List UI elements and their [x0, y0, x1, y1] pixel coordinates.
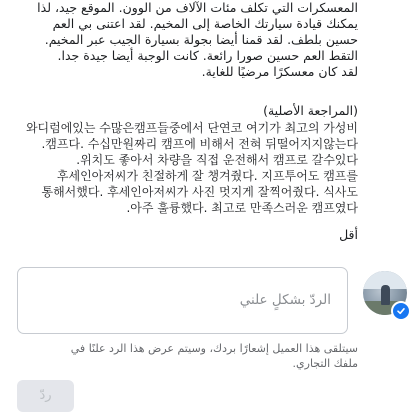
original-review-line: 아주 훌륭했다. 최고로 만족스러운 캠프였다.	[126, 201, 358, 215]
reply-visibility-note: سيتلقى هذا العميل إشعارًا بردك، وسيتم عرض هذا الرد علنًا في	[70, 342, 358, 355]
avatar-figure	[381, 285, 390, 305]
translated-review-line: يمكنك قيادة سيارتك الخاصة إلى المخيم. لقد اعتنى بي العم	[52, 16, 358, 31]
translated-review-line: حسين بلطف. لقد قمنا أيضا بجولة بسيارة الجيب عبر المخيم.	[44, 32, 358, 47]
original-review-line: 통해서했다. 후세인아저씨가 사진 멋지게 잘찍어줬다. 식사도	[41, 185, 358, 199]
check-badge-icon	[391, 301, 411, 321]
original-review-line: 캠프다. 수십만원짜리 캠프에 비해서 전혀 뒤떨어지지않는다.	[41, 137, 358, 151]
reply-input[interactable]	[17, 267, 348, 334]
show-less-link[interactable]: أقل	[339, 227, 358, 242]
translated-review-line: لقد كان معسكرًا مرضيًا للغاية.	[201, 64, 358, 79]
original-review-line: 위치도 좋아서 차량을 직접 운전해서 캠프로 갈수있다.	[76, 153, 358, 167]
reply-button[interactable]: ردّ	[17, 380, 74, 412]
translated-review-line: التقط العم حسين صورا رائعة. كانت الوجبة أيضا جيدة جدا.	[57, 48, 358, 63]
original-review-label: (المراجعة الأصلية)	[263, 103, 358, 118]
original-review-line: 후세인아저씨가 친절하게 잘 챙겨줬다. 지프투어도 캠프를	[56, 169, 358, 183]
original-review-line: 와디럼에있는 수많은캠프들중에서 단연코 여기가 최고의 가성비	[25, 121, 358, 135]
reply-placeholder: الردّ بشكلٍ علني	[239, 292, 331, 308]
translated-review-line: المعسكرات التي تكلف مئات الآلاف من الوون. الموقع جيد، لذا	[37, 0, 358, 15]
reply-visibility-note: ملفك التجاري.	[292, 357, 358, 370]
